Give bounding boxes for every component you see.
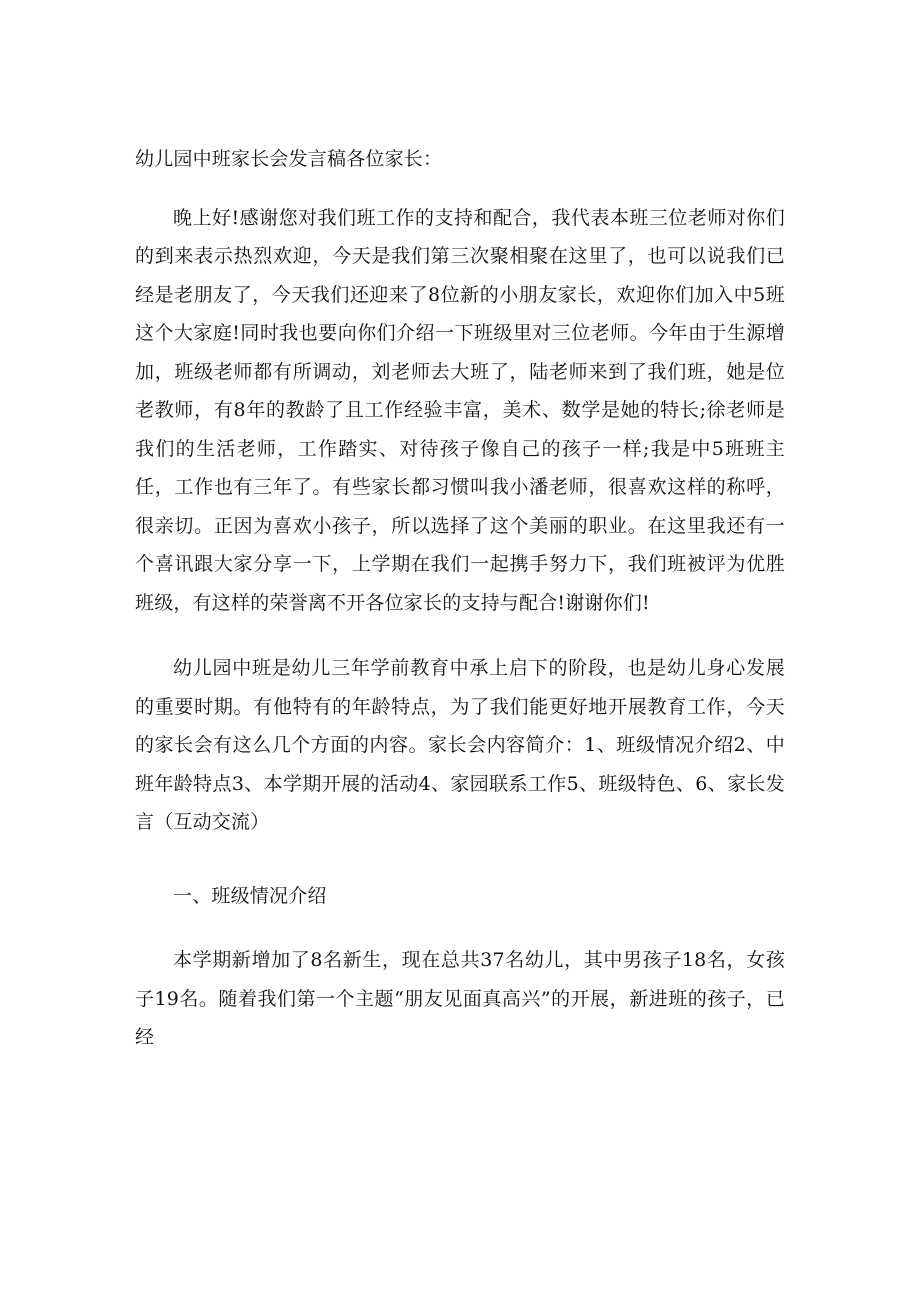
section-heading: 一、班级情况介绍	[173, 884, 327, 907]
welcome-paragraph: 晚上好!感谢您对我们班工作的支持和配合，我代表本班三位老师对你们的到来表示热烈欢迎，今天是我们第三次聚相聚在这里了，也可以说我们已经是老朋友了，今天我们还迎来了8位新的小朋友家长，欢迎你们加入中5班这个大家庭!同时我也要向你们介绍一下班级里对三位老师。今年由于生源增加，班级老师都有所调动，刘老师去大班了，陆老师来到了我们班，她是位老教师，有8年的教龄了且工作经验丰富，美术、数学是她的特长;徐老师是我们的生活老师，工作踏实、对待孩子像自己的孩子一样;我是中5班班主任，工作也有三年了。有些家长都习惯叫我小潘老师，很喜欢这样的称呼，很亲切。正因为喜欢小孩子，所以选择了这个美丽的职业。在这里我还有一个喜讯跟大家分享一下，上学期在我们一起携手努力下，我们班被评为优胜班级，有这样的荣誉离不开各位家长的支持与配合!谢谢你们!	[135, 206, 785, 614]
overview-paragraph: 幼儿园中班是幼儿三年学前教育中承上启下的阶段，也是幼儿身心发展的重要时期。有他特有的年龄特点，为了我们能更好地开展教育工作，今天的家长会有这么几个方面的内容。家长会内容简介：1、班级情况介绍2、中班年龄特点3、本学期开展的活动4、家园联系工作5、班级特色、6、家长发言（互动交流）	[135, 657, 785, 833]
class-info-paragraph: 本学期新增加了8名新生，现在总共37名幼儿，其中男孩子18名，女孩子19名。随着我们第一个主题“朋友见面真高兴”的开展，新进班的孩子，已经	[135, 949, 785, 1048]
document-title-line: 幼儿园中班家长会发言稿各位家长：	[135, 148, 443, 170]
document-body	[135, 140, 785, 1057]
